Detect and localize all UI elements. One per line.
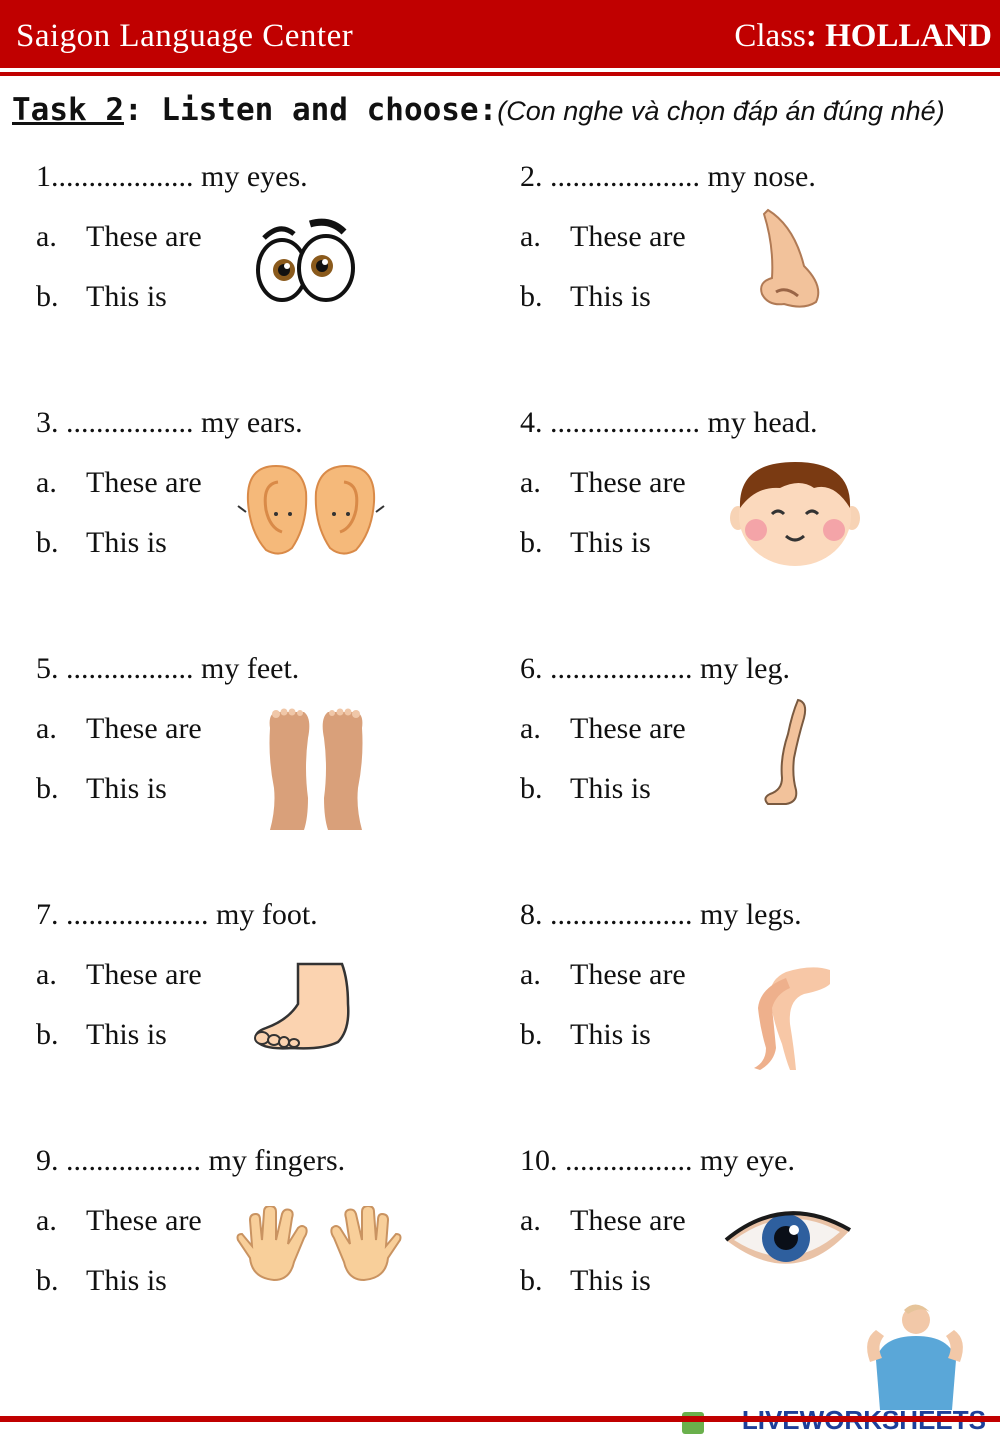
option-text: These are: [86, 466, 202, 499]
option-text: These are: [86, 712, 202, 745]
option-text: This is: [86, 280, 167, 313]
option-letter: b.: [520, 1264, 543, 1297]
question-1: [36, 160, 496, 340]
option-text: This is: [570, 280, 651, 313]
question-stem: 9. .................. my fingers.: [36, 1144, 346, 1177]
option-text: These are: [570, 712, 686, 745]
option-letter: a.: [36, 466, 57, 499]
option-a[interactable]: [520, 712, 686, 746]
option-text: These are: [570, 220, 686, 253]
foot-icon: [252, 960, 358, 1052]
class-label: Class: [734, 18, 806, 54]
nose-icon: [754, 206, 826, 312]
option-b[interactable]: [36, 1018, 167, 1052]
class-label-group: [734, 18, 992, 55]
option-letter: b.: [36, 772, 59, 805]
option-letter: a.: [520, 712, 541, 745]
option-b[interactable]: [36, 280, 167, 314]
option-text: This is: [86, 1018, 167, 1051]
question-9: [36, 1144, 496, 1324]
question-stem: 8. ................... my legs.: [520, 898, 802, 931]
option-text: This is: [570, 1018, 651, 1051]
option-a[interactable]: [36, 220, 202, 254]
option-letter: b.: [36, 280, 59, 313]
option-b[interactable]: [36, 526, 167, 560]
option-letter: b.: [36, 1018, 59, 1051]
option-a[interactable]: [520, 1204, 686, 1238]
option-a[interactable]: [36, 1204, 202, 1238]
option-letter: a.: [36, 958, 57, 991]
option-text: These are: [86, 1204, 202, 1237]
option-letter: a.: [36, 220, 57, 253]
option-b[interactable]: [520, 1264, 651, 1298]
question-3: [36, 406, 496, 586]
question-5: [36, 652, 496, 832]
option-letter: b.: [520, 772, 543, 805]
question-6: [520, 652, 980, 832]
option-b[interactable]: [520, 1018, 651, 1052]
option-letter: b.: [520, 526, 543, 559]
option-text: These are: [86, 220, 202, 253]
option-letter: a.: [520, 958, 541, 991]
mascot-figure: [860, 1300, 970, 1410]
option-a[interactable]: [520, 466, 686, 500]
option-text: This is: [86, 772, 167, 805]
question-stem: 3. ................. my ears.: [36, 406, 303, 439]
ears-icon: [236, 462, 386, 562]
question-stem: 5. ................. my feet.: [36, 652, 300, 685]
option-text: These are: [570, 466, 686, 499]
task-label: Task 2: [12, 92, 124, 128]
option-letter: a.: [36, 712, 57, 745]
option-text: These are: [570, 958, 686, 991]
task-instruction: (Con nghe và chọn đáp án đúng nhé): [497, 96, 945, 126]
question-8: [520, 898, 980, 1078]
feet-icon: [264, 708, 368, 832]
option-letter: a.: [36, 1204, 57, 1237]
question-stem: 2. .................... my nose.: [520, 160, 816, 193]
option-b[interactable]: [520, 772, 651, 806]
leg-icon: [760, 698, 812, 808]
option-letter: b.: [520, 1018, 543, 1051]
option-a[interactable]: [36, 958, 202, 992]
option-text: This is: [86, 1264, 167, 1297]
question-4: [520, 406, 980, 586]
option-text: This is: [570, 526, 651, 559]
footer-rule: [0, 1416, 1000, 1422]
option-letter: b.: [36, 526, 59, 559]
eye-icon: [724, 1196, 852, 1282]
option-a[interactable]: [520, 220, 686, 254]
option-b[interactable]: [520, 526, 651, 560]
option-text: This is: [86, 526, 167, 559]
option-letter: a.: [520, 220, 541, 253]
header-bar: [0, 0, 1000, 68]
class-colon: :: [805, 18, 826, 54]
option-a[interactable]: [520, 958, 686, 992]
legs-icon: [746, 964, 836, 1076]
option-b[interactable]: [520, 280, 651, 314]
question-stem: 7. ................... my foot.: [36, 898, 318, 931]
task-heading: [12, 92, 945, 128]
question-stem: 10. ................. my eye.: [520, 1144, 795, 1177]
question-2: [520, 160, 980, 340]
option-text: This is: [570, 772, 651, 805]
option-b[interactable]: [36, 772, 167, 806]
header-rule: [0, 72, 1000, 76]
center-name: Saigon Language Center: [16, 18, 354, 54]
option-text: This is: [570, 1264, 651, 1297]
question-10: [520, 1144, 980, 1324]
question-7: [36, 898, 496, 1078]
hands-icon: [234, 1206, 404, 1286]
question-stem: 6. ................... my leg.: [520, 652, 790, 685]
cartoon-eyes-icon: [252, 218, 362, 308]
option-a[interactable]: [36, 712, 202, 746]
option-text: These are: [570, 1204, 686, 1237]
option-text: These are: [86, 958, 202, 991]
task-title: : Listen and choose:: [123, 92, 498, 128]
option-letter: a.: [520, 1204, 541, 1237]
head-icon: [730, 458, 860, 568]
question-stem: 4. .................... my head.: [520, 406, 818, 439]
question-stem: 1................... my eyes.: [36, 160, 308, 193]
option-letter: a.: [520, 466, 541, 499]
option-letter: b.: [36, 1264, 59, 1297]
option-letter: b.: [520, 280, 543, 313]
class-name: HOLLAND: [825, 18, 992, 54]
option-a[interactable]: [36, 466, 202, 500]
option-b[interactable]: [36, 1264, 167, 1298]
